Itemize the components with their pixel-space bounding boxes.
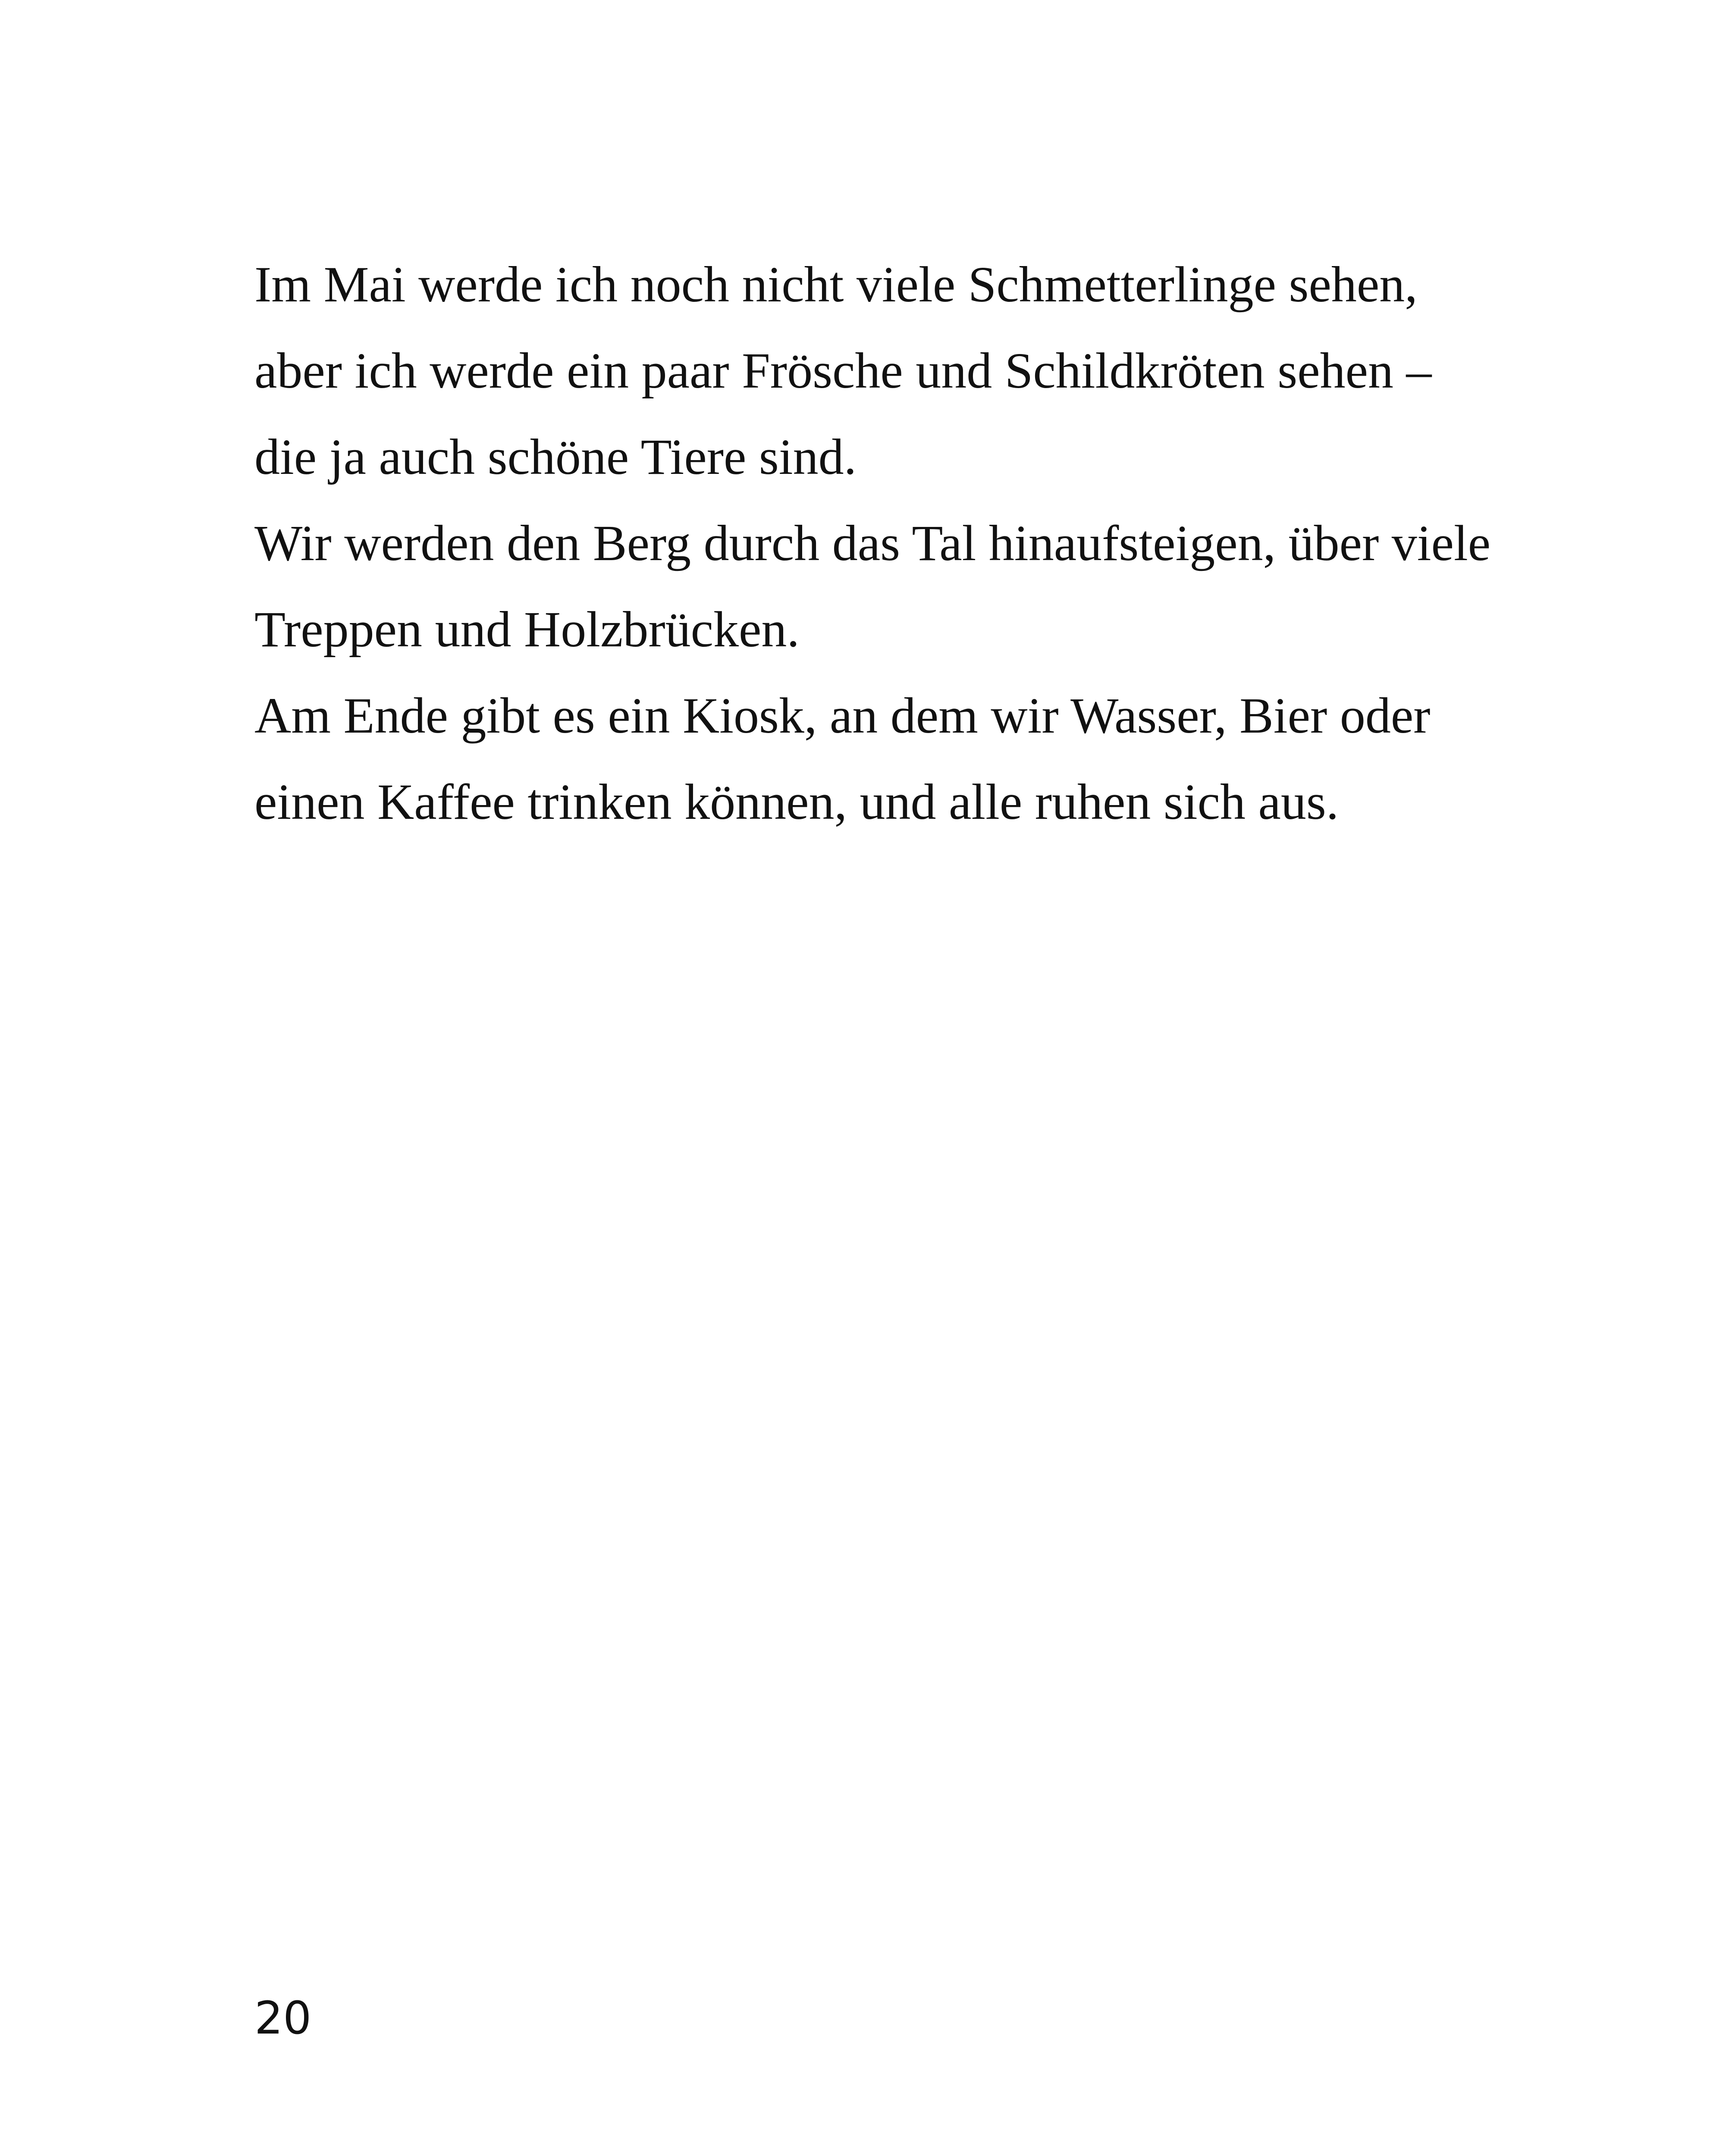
text-line: Im Mai werde ich noch nicht viele Schmetterlinge sehen, — [254, 256, 1418, 313]
body-text — [254, 241, 1548, 845]
text-line: Am Ende gibt es ein Kiosk, an dem wir Wasser, Bier oder — [254, 687, 1431, 744]
text-line: Wir werden den Berg durch das Tal hinaufsteigen, über viele — [254, 515, 1491, 571]
text-line: einen Kaffee trinken können, und alle ruhen sich aus. — [254, 774, 1339, 830]
text-line: aber ich werde ein paar Frösche und Schildkröten sehen – — [254, 342, 1432, 399]
text-line: Treppen und Holzbrücken. — [254, 601, 800, 658]
page-number: 20 — [254, 1992, 312, 2044]
text-line: die ja auch schöne Tiere sind. — [254, 429, 857, 485]
